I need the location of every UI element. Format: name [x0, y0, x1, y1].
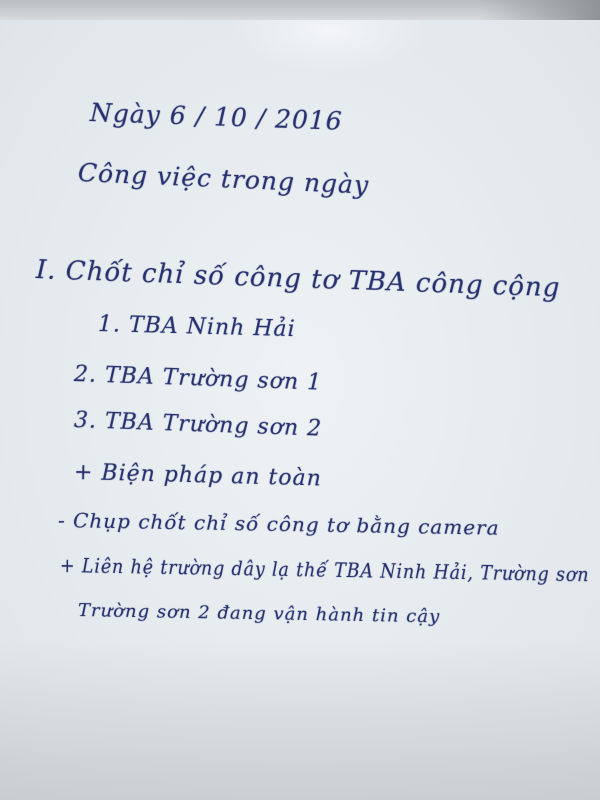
list-item-1: 1. TBA Ninh Hải [97, 312, 296, 343]
list-item-2: 2. TBA Trường sơn 1 [73, 362, 323, 396]
board-shading [0, 640, 600, 800]
note-line-1: - Chụp chốt chỉ số công tơ bằng camera [57, 508, 500, 540]
note-line-2: + Liên hệ trường dây lạ thế TBA Ninh Hải, Trường sơn [59, 553, 590, 587]
list-item-3: 3. TBA Trường sơn 2 [73, 408, 323, 442]
note-line-3: Trường sơn 2 đang vận hành tin cậy [77, 600, 441, 628]
frame-corner [480, 0, 600, 20]
date-line: Ngày 6 / 10 / 2016 [89, 98, 344, 136]
list-item-4: + Biện pháp an toàn [73, 460, 323, 492]
heading-line: Công việc trong ngày [77, 158, 370, 200]
task-title-line: I. Chốt chỉ số công tơ TBA công cộng [35, 255, 561, 304]
